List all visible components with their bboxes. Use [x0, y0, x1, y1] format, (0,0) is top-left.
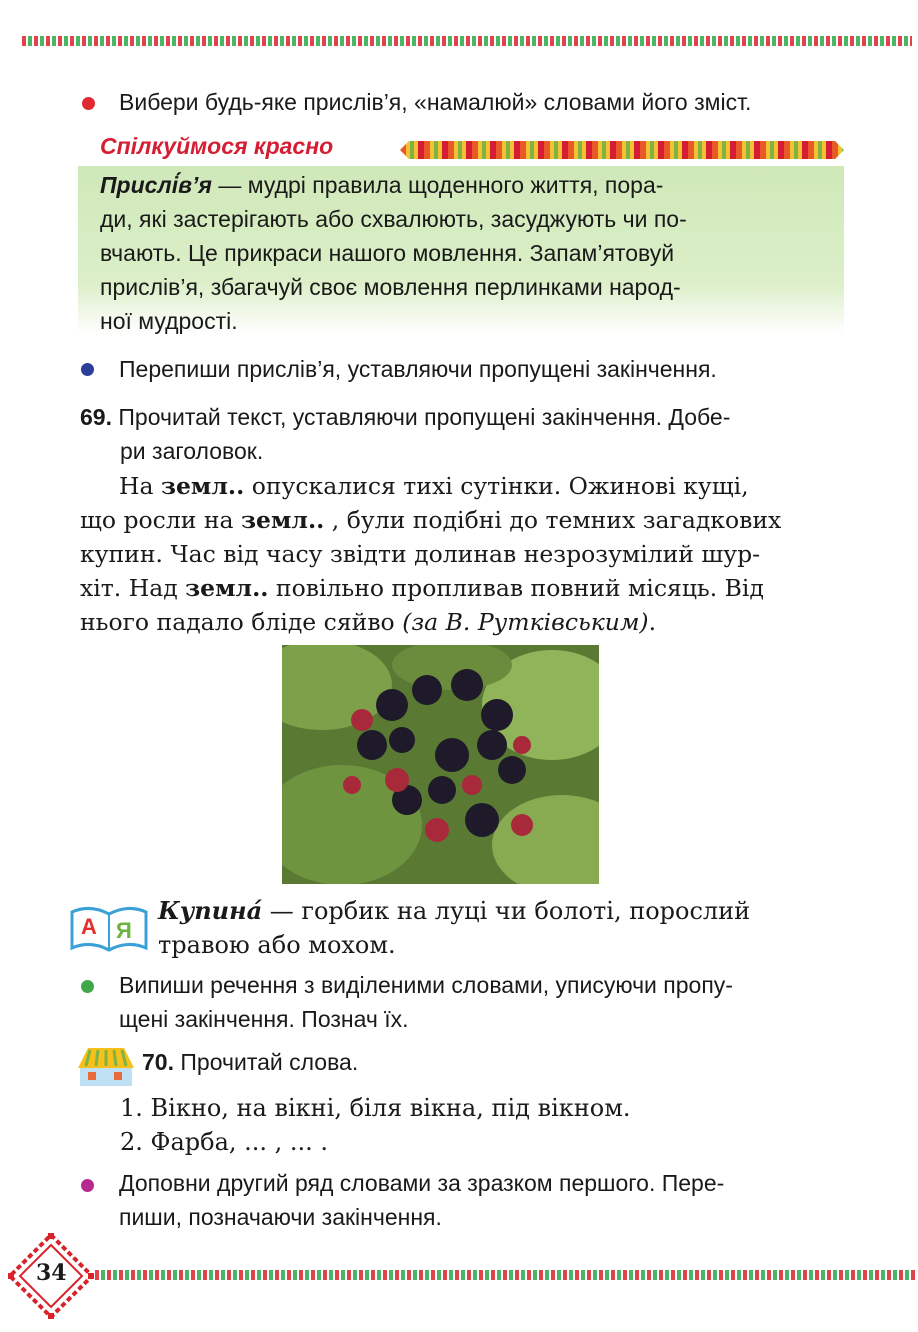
section-heading: Спілкуймося красно — [100, 133, 334, 159]
exercise-69: 69. Прочитай текст, уставляючи пропущені закінчення. Добе- ри заголовок. — [80, 404, 731, 464]
house-icon — [74, 1044, 138, 1088]
letter-a: А — [81, 914, 97, 939]
dictionary-definition: Купина́ — горбик на луці чи болоті, порослий травою або мохом. — [158, 896, 751, 959]
blackberry-photo — [282, 645, 599, 884]
red-bullet-icon — [82, 97, 95, 110]
exercise-70: 70. Прочитай слова. — [142, 1049, 359, 1075]
task-bullet-4: Доповни другий ряд словами за зразком першого. Пере- пиши, позначаючи закінчення. — [119, 1170, 725, 1230]
letter-ya: Я — [116, 918, 132, 943]
embroidery-ornament-icon — [400, 141, 844, 159]
task-bullet-2: Перепиши прислів’я, уставляючи пропущені закінчення. — [119, 356, 717, 382]
word-rows — [120, 1091, 631, 1159]
exercise-number: 69. — [80, 404, 112, 430]
term-kupyna: Купина́ — [158, 896, 263, 925]
task-bullet-1: Вибери будь-яке прислів’я, «намалюй» словами його зміст. — [119, 89, 752, 115]
reading-text: На земл.. опускалися тихі сутінки. Ожинові кущі, що росли на земл.. , були подібні до темних загадкових купин. Час від часу звідти долинав незрозумілий шур- хіт. Над земл.. повільно пропливав повний місяць. Від нього падало бліде сяйво (за В. Рутківським). — [80, 472, 782, 636]
top-ornament-border — [22, 36, 912, 46]
green-bullet-icon — [81, 980, 94, 993]
exercise-number: 70. — [142, 1049, 174, 1075]
page-number: 34 — [36, 1260, 67, 1286]
word-row-2: 2. Фарба, ... , ... . — [120, 1128, 329, 1156]
definition-text: Прислі́в’я — мудрі правила щоденного життя, пора- ди, які застерігають або схвалюють, засуджують чи по- вчають. Це прикраси нашого мовлення. Запам’ятовуй прислів’я, збагачуй своє мовлення перлинками народ- ної мудрості. — [100, 172, 687, 334]
dictionary-icon — [68, 898, 150, 954]
task-bullet-3: Випиши речення з виділеними словами, уписуючи пропу- щені закінчення. Познач їх. — [119, 972, 733, 1032]
bottom-ornament-border — [95, 1270, 915, 1280]
word-row-1: 1. Вікно, на вікні, біля вікна, під вікном. — [120, 1094, 631, 1122]
blue-bullet-icon — [81, 363, 94, 376]
magenta-bullet-icon — [81, 1179, 94, 1192]
term-proverb: Прислі́в’я — [100, 172, 212, 198]
